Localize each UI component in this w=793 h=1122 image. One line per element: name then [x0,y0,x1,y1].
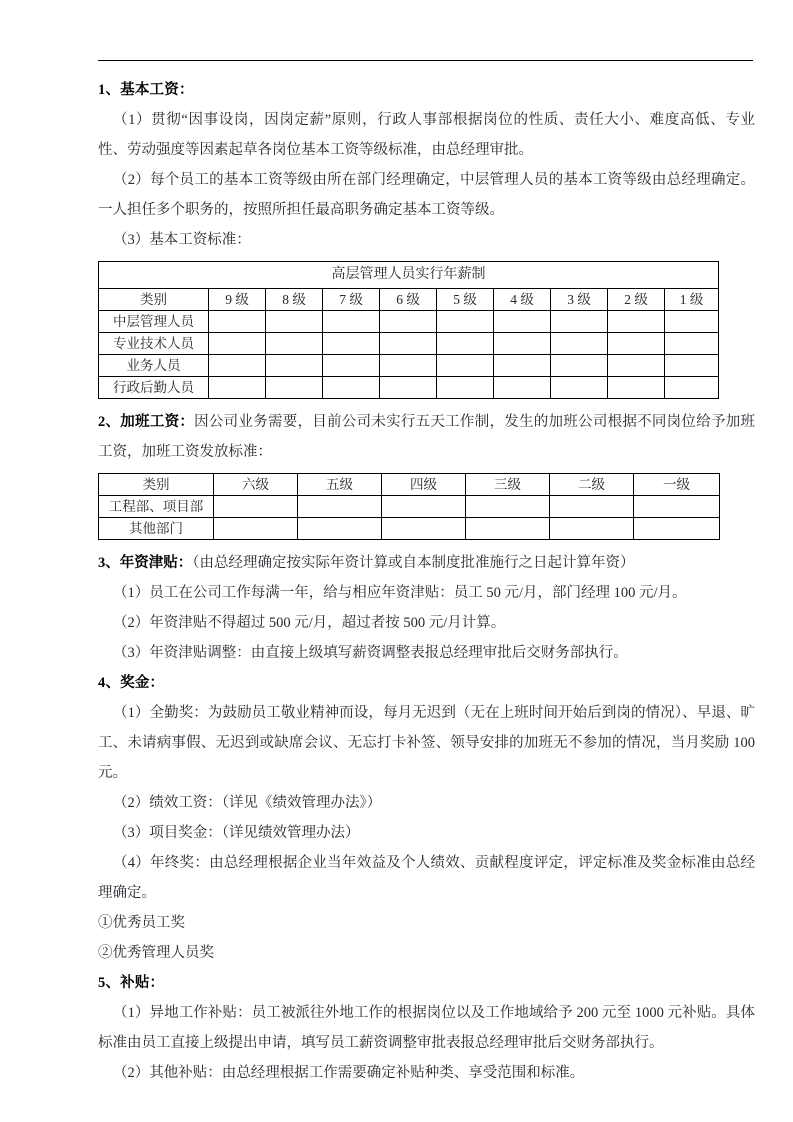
table-cell[interactable] [665,355,719,377]
paragraph-seniority-3: （3）年资津贴调整：由直接上级填写薪资调整表报总经理审批后交财务部执行。 [113,645,628,661]
paragraph-bonus-3: （3）项目奖金：（详见绩效管理办法） [113,825,360,841]
table-cell[interactable] [266,333,323,355]
table-header-cell: 三级 [466,474,550,496]
table-row [99,518,720,540]
header-rule [98,60,753,61]
table-cell[interactable] [634,518,720,540]
table-basic-salary-standard [98,261,719,399]
paragraph-seniority-1: （1）员工在公司工作每满一年，给与相应年资津贴：员工 50 元/月，部门经理 100 元/月。 [113,585,687,601]
table-cell[interactable] [266,311,323,333]
paragraph-basic-salary-3: （3）基本工资标准： [113,232,251,248]
table-cell[interactable] [551,311,608,333]
table-row-label: 其他部门 [99,518,214,540]
table-cell[interactable] [209,355,266,377]
paragraph-subsidy-1: （1）异地工作补贴：员工被派往外地工作的根据岗位以及工作地域给予 200 元至 1000 元补贴。具体标准由员工直接上级提出申请，填写员工薪资调整审批表报总经理审批后交财务部执行。 [98,1005,755,1051]
table-header-cell: 6 级 [380,289,437,311]
paragraph-bonus-4: （4）年终奖：由总经理根据企业当年效益及个人绩效、贡献程度评定，评定标准及奖金标准由总经理确定。 [98,855,755,901]
table-cell[interactable] [437,311,494,333]
table-cell[interactable] [551,333,608,355]
table-cell[interactable] [466,518,550,540]
table-cell[interactable] [494,377,551,399]
table-cell[interactable] [298,496,382,518]
table-cell[interactable] [380,377,437,399]
table-cell[interactable] [382,496,466,518]
section-heading-bonus: 4、奖金： [98,675,165,691]
table-cell[interactable] [323,377,380,399]
table-row-header [99,474,720,496]
table-row-title [99,262,719,289]
table-header-cell: 五级 [298,474,382,496]
table-cell[interactable] [214,496,298,518]
table-cell[interactable] [266,377,323,399]
table-header-cell: 8 级 [266,289,323,311]
bonus-sub-item-2: ②优秀管理人员奖 [98,945,214,961]
section-heading-basic-salary: 1、基本工资： [98,82,194,98]
table-header-cell: 四级 [382,474,466,496]
table-header-cell: 类别 [99,289,209,311]
table-cell[interactable] [494,355,551,377]
table-row [99,355,719,377]
table-row-label: 专业技术人员 [99,333,209,355]
paragraph-bonus-1: （1）全勤奖：为鼓励员工敬业精神而设，每月无迟到（无在上班时间开始后到岗的情况）、早退、旷工、未请病事假、无迟到或缺席会议、无忘打卡补签、领导安排的加班无不参加的情况，当月奖励 100 元。 [98,705,755,781]
table-cell[interactable] [323,333,380,355]
table-cell[interactable] [494,333,551,355]
table-row-label: 行政后勤人员 [99,377,209,399]
table-cell[interactable] [665,377,719,399]
table-overtime-salary-standard [98,473,720,540]
table-cell[interactable] [214,518,298,540]
table-header-cell: 类别 [99,474,214,496]
table-row-label: 工程部、项目部 [99,496,214,518]
section-body-seniority-allowance: （由总经理确定按实际年资计算或自本制度批准施行之日起计算年资） [192,555,635,571]
table-cell[interactable] [266,355,323,377]
table-header-cell: 5 级 [437,289,494,311]
table-cell[interactable] [551,355,608,377]
paragraph-basic-salary-1: （1）贯彻“因事设岗，因岗定薪”原则，行政人事部根据岗位的性质、责任大小、难度高低、专业性、劳动强度等因素起草各岗位基本工资等级标准，由总经理审批。 [98,112,755,158]
table-cell[interactable] [323,311,380,333]
table-header-cell: 9 级 [209,289,266,311]
table-header-cell: 7 级 [323,289,380,311]
table-cell[interactable] [437,355,494,377]
table-row [99,377,719,399]
table-header-cell: 六级 [214,474,298,496]
table-cell[interactable] [665,333,719,355]
paragraph-basic-salary-2: （2）每个员工的基本工资等级由所在部门经理确定，中层管理人员的基本工资等级由总经理确定。一人担任多个职务的，按照所担任最高职务确定基本工资等级。 [98,172,755,218]
table-title-cell: 高层管理人员实行年薪制 [99,262,719,289]
table-cell[interactable] [608,333,665,355]
table-cell[interactable] [437,333,494,355]
table-header-cell: 二级 [550,474,634,496]
table-cell[interactable] [608,311,665,333]
table-cell[interactable] [209,377,266,399]
table-cell[interactable] [551,377,608,399]
table-header-cell: 3 级 [551,289,608,311]
table-cell[interactable] [665,311,719,333]
table-cell[interactable] [380,333,437,355]
table-cell[interactable] [298,518,382,540]
table-cell[interactable] [382,518,466,540]
bonus-sub-item-1: ①优秀员工奖 [98,915,185,931]
table-header-cell: 一级 [634,474,720,496]
section-heading-subsidy: 5、补贴： [98,975,165,991]
section-seniority-allowance [98,548,755,578]
table-row-label: 业务人员 [99,355,209,377]
table-cell[interactable] [550,518,634,540]
table-row [99,496,720,518]
table-cell[interactable] [323,355,380,377]
document-content [98,60,755,1088]
table-cell[interactable] [380,355,437,377]
table-row [99,333,719,355]
table-cell[interactable] [608,377,665,399]
table-cell[interactable] [209,311,266,333]
table-row [99,311,719,333]
table-header-cell: 2 级 [608,289,665,311]
section-heading-seniority-allowance: 3、年资津贴： [98,555,193,571]
table-cell[interactable] [550,496,634,518]
table-cell[interactable] [634,496,720,518]
paragraph-seniority-2: （2）年资津贴不得超过 500 元/月，超过者按 500 元/月计算。 [113,615,506,631]
table-row-header [99,289,719,311]
table-cell[interactable] [608,355,665,377]
table-cell[interactable] [466,496,550,518]
paragraph-subsidy-2: （2）其他补贴：由总经理根据工作需要确定补贴种类、享受范围和标准。 [113,1065,585,1081]
table-cell[interactable] [209,333,266,355]
table-header-cell: 4 级 [494,289,551,311]
section-overtime-salary [98,407,755,467]
table-cell[interactable] [437,377,494,399]
section-body-overtime-salary: 因公司业务需要，目前公司未实行五天工作制，发生的加班公司根据不同岗位给予加班工资，加班工资发放标准： [98,414,756,460]
table-cell[interactable] [380,311,437,333]
paragraph-bonus-2: （2）绩效工资：（详见《绩效管理办法》） [113,795,382,811]
section-heading-overtime-salary: 2、加班工资： [98,414,195,430]
table-cell[interactable] [494,311,551,333]
table-header-cell: 1 级 [665,289,719,311]
table-row-label: 中层管理人员 [99,311,209,333]
